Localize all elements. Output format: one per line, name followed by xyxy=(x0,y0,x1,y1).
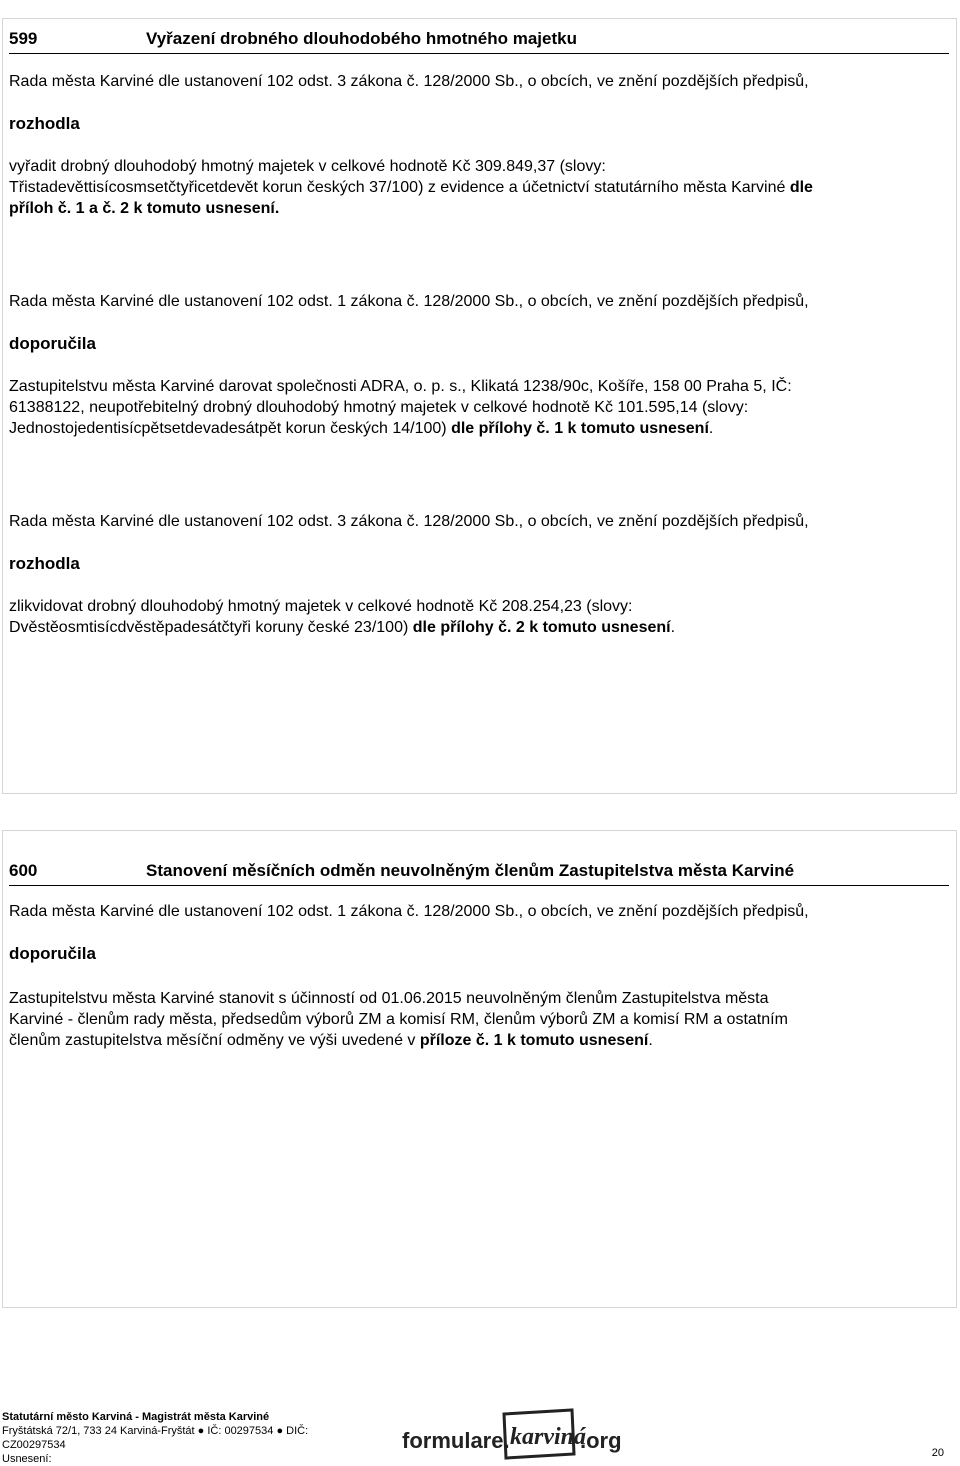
svg-text:.org: .org xyxy=(580,1428,622,1453)
decision-verb: rozhodla xyxy=(9,554,80,573)
footer-address: Fryštátská 72/1, 733 24 Karviná-Fryštát ● IČ: 00297534 ● DIČ: xyxy=(2,1425,309,1437)
svg-text:formulare.: formulare. xyxy=(402,1428,510,1453)
resolution-panel-599 xyxy=(2,18,957,794)
section-number: 600 xyxy=(9,861,38,880)
footer-organization: Statutární město Karviná - Magistrát města Karviné xyxy=(2,1411,270,1423)
resolution-text: členům zastupitelstva měsíční odměny ve výši uvedené v příloze č. 1 k tomuto usnesení. xyxy=(9,1032,653,1049)
section-title: Vyřazení drobného dlouhodobého hmotného majetku xyxy=(146,29,577,48)
document-footer xyxy=(2,1410,308,1466)
resolution-panel-600 xyxy=(2,830,957,1308)
section-title: Stanovení měsíčních odměn neuvolněným členům Zastupitelstva města Karviné xyxy=(146,861,795,880)
footer-dic: CZ00297534 xyxy=(2,1439,66,1451)
resolution-text: 61388122, neupotřebitelný drobný dlouhodobý hmotný majetek v celkové hodnotě Kč 101.595,14 (slovy: xyxy=(9,399,749,416)
decision-verb: rozhodla xyxy=(9,114,80,133)
resolution-text: zlikvidovat drobný dlouhodobý hmotný majetek v celkové hodnotě Kč 208.254,23 (slovy: xyxy=(9,598,633,615)
resolution-text: Třistadevěttisícosmsetčtyřicetdevět korun českých 37/100) z evidence a účetnictví statutárního města Karviné dle xyxy=(9,179,813,196)
legal-basis: Rada města Karviné dle ustanovení 102 odst. 1 zákona č. 128/2000 Sb., o obcích, ve znění pozdějších předpisů, xyxy=(9,903,809,920)
section-heading xyxy=(9,857,949,886)
footer-usneseni: Usnesení: xyxy=(2,1453,52,1465)
legal-basis: Rada města Karviné dle ustanovení 102 odst. 3 zákona č. 128/2000 Sb., o obcích, ve znění pozdějších předpisů, xyxy=(9,513,809,530)
legal-basis: Rada města Karviné dle ustanovení 102 odst. 3 zákona č. 128/2000 Sb., o obcích, ve znění pozdějších předpisů, xyxy=(9,73,809,90)
resolution-text: Zastupitelstvu města Karviné stanovit s účinností od 01.06.2015 neuvolněným členům Zastupitelstva města xyxy=(9,990,769,1007)
resolution-text: příloh č. 1 a č. 2 k tomuto usnesení. xyxy=(9,200,280,217)
resolution-text: vyřadit drobný dlouhodobý hmotný majetek v celkové hodnotě Kč 309.849,37 (slovy: xyxy=(9,158,606,175)
resolution-text: Dvěstěosmtisícdvěstěpadesátčtyři koruny české 23/100) dle přílohy č. 2 k tomuto usnesení. xyxy=(9,619,676,636)
resolution-text: Zastupitelstvu města Karviné darovat společnosti ADRA, o. p. s., Klikatá 1238/90c, Košíře, 158 00 Praha 5, IČ: xyxy=(9,378,792,395)
section-heading xyxy=(9,25,949,54)
section-number: 599 xyxy=(9,29,38,48)
svg-text:karviná: karviná xyxy=(510,1424,587,1450)
resolution-text: Jednostojedentisícpětsetdevadesátpět korun českých 14/100) dle přílohy č. 1 k tomuto usnesení. xyxy=(9,420,714,437)
formulare-karvina-logo xyxy=(402,1404,622,1460)
decision-verb: doporučila xyxy=(9,334,96,353)
page-number: 20 xyxy=(931,1447,944,1459)
decision-verb: doporučila xyxy=(9,944,96,963)
legal-basis: Rada města Karviné dle ustanovení 102 odst. 1 zákona č. 128/2000 Sb., o obcích, ve znění pozdějších předpisů, xyxy=(9,293,809,310)
resolution-text: Karviné - členům rady města, předsedům výborů ZM a komisí RM, členům výborů ZM a komisí RM a ostatním xyxy=(9,1011,788,1028)
